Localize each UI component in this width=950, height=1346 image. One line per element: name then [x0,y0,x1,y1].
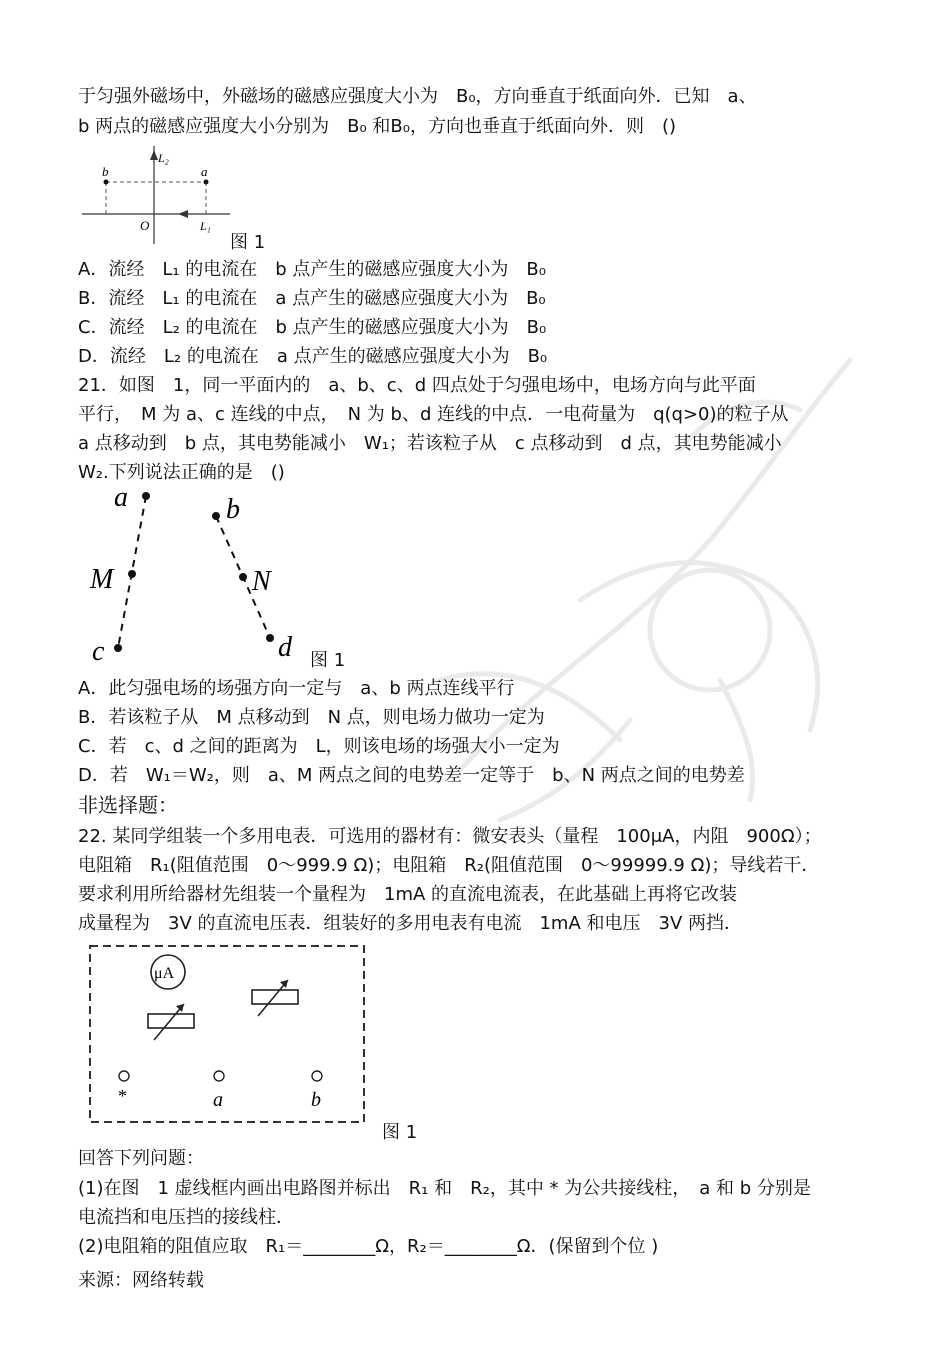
arrow-left-icon [178,210,188,218]
label-star: * [118,1086,127,1106]
label-b: b [102,164,109,179]
meter-label: μA [154,965,175,982]
q21-line-1: 21．如图 1，同一平面内的 a、b、c、d 四点处于匀强电场中，电场方向与此平面 [78,375,756,396]
section-title: 非选择题： [78,793,178,817]
q20-option-a: A．流经 L₁ 的电流在 b 点产生的磁感应强度大小为 B₀ [78,259,546,280]
q22-line-3: 要求利用所给器材先组装一个量程为 1mA 的直流电流表，在此基础上再将它改装 [78,884,738,905]
q20-option-d: D．流经 L₂ 的电流在 a 点产生的磁感应强度大小为 B₀ [78,346,548,367]
terminal-b [312,1071,322,1081]
figure-circuit-box [86,942,370,1128]
label-b: b [226,494,240,525]
resistor-box-r2-icon [252,980,298,1016]
point-m [128,570,136,578]
label-o: O [140,218,150,233]
point-d [266,634,274,642]
q21-line-2: 平行， M 为 a、c 连线的中点， N 为 b、d 连线的中点．一电荷量为 q(q>0)的粒子从 [78,404,789,425]
q22-line-4: 成量程为 3V 的直流电压表．组装好的多用电表有电流 1mA 和电压 3V 两挡． [78,913,742,934]
label-a: a [201,164,208,179]
label-c: c [92,636,105,666]
q21-option-b: B．若该粒子从 M 点移动到 N 点，则电场力做功一定为 [78,707,545,728]
resistor-box-r1-icon [148,1004,194,1040]
point-c [114,644,122,652]
terminal-a [214,1071,224,1081]
figure-caption: 图 1 [230,232,266,253]
figure-caption-2: 图 1 [310,650,346,671]
q21-option-a: A．此匀强电场的场强方向一定与 a、b 两点连线平行 [78,678,515,699]
label-d: d [278,632,292,663]
answer-prompt: 回答下列问题： [78,1148,204,1169]
sub-question-1-line-1: (1)在图 1 虚线框内画出电路图并标出 R₁ 和 R₂，其中 * 为公共接线柱， a 和 b 分别是 [78,1178,811,1199]
label-a: a [114,484,128,513]
sub-question-1-line-2: 电流挡和电压挡的接线柱． [78,1207,294,1228]
q21-line-4: W₂.下列说法正确的是 () [78,462,285,483]
figure-caption-3: 图 1 [382,1122,418,1143]
label-m: M [90,564,114,595]
terminal-common [119,1071,129,1081]
label-l2: L₂ [158,151,169,165]
intro-line-1: 于匀强外磁场中，外磁场的磁感应强度大小为 B₀，方向垂直于纸面向外．已知 a、 [78,86,757,107]
label-l1: L₁ [200,219,211,233]
q22-line-1: 22. 某同学组装一个多用电表．可选用的器材有：微安表头（量程 100μA，内阻 900Ω）； [78,826,822,847]
point-n [239,573,247,581]
q21-option-c: C．若 c、d 之间的距离为 L，则该电场的场强大小一定为 [78,736,560,757]
intro-line-2: b 两点的磁感应强度大小分别为 B₀ 和B₀，方向也垂直于纸面向外．则 () [78,116,677,137]
arrow-up-icon [150,150,158,160]
source-note: 来源：网络转载 [78,1270,204,1291]
sub-question-2: (2)电阻箱的阻值应取 R₁＝________Ω，R₂＝________Ω．(保留到个位 ) [78,1236,659,1257]
q20-option-c: C．流经 L₂ 的电流在 b 点产生的磁感应强度大小为 B₀ [78,317,547,338]
label-a: a [213,1089,223,1111]
figure-electric-field-points [86,484,306,666]
label-n: N [252,566,271,597]
figure-magnetic-field [82,146,232,246]
q21-line-3: a 点移动到 b 点，其电势能减小 W₁；若该粒子从 c 点移动到 d 点，其电势能减小 [78,433,782,454]
point-a [204,180,209,185]
label-b: b [311,1089,321,1111]
dashed-frame [90,946,364,1122]
q22-line-2: 电阻箱 R₁(阻值范围 0～999.9 Ω)；电阻箱 R₂(阻值范围 0～99999.9 Ω)；导线若干． [78,855,820,876]
point-a [142,492,150,500]
q21-option-d: D．若 W₁＝W₂，则 a、M 两点之间的电势差一定等于 b、N 两点之间的电势差 [78,765,745,786]
point-b [104,180,109,185]
q20-option-b: B．流经 L₁ 的电流在 a 点产生的磁感应强度大小为 B₀ [78,288,546,309]
point-b [212,512,220,520]
